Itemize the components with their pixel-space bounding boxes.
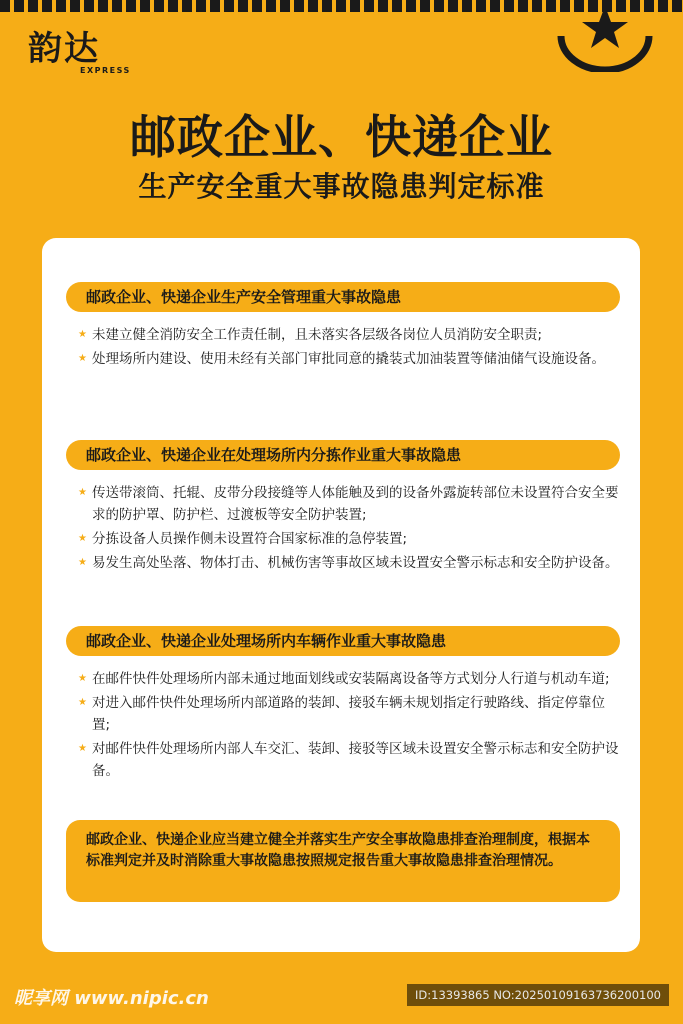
item-list	[66, 324, 620, 370]
poster-title	[0, 108, 683, 206]
star-icon: ★	[78, 673, 87, 684]
section-heading: 邮政企业、快递企业在处理场所内分拣作业重大事故隐患	[66, 440, 620, 470]
section-management	[66, 282, 620, 372]
brand-logo	[28, 30, 131, 75]
item-text: 未建立健全消防安全工作责任制，且未落实各层级各岗位人员消防安全职责;	[92, 327, 543, 343]
item-text: 易发生高处坠落、物体打击、机械伤害等事故区域未设置安全警示标志和安全防护设备。	[92, 555, 619, 571]
star-icon: ★	[78, 533, 87, 544]
star-icon: ★	[78, 557, 87, 568]
section-heading: 邮政企业、快递企业处理场所内车辆作业重大事故隐患	[66, 626, 620, 656]
summary-note: 邮政企业、快递企业应当建立健全并落实生产安全事故隐患排查治理制度，根据本标准判定并及时消除重大事故隐患按照规定报告重大事故隐患排查治理情况。	[66, 820, 620, 902]
list-item	[78, 482, 620, 526]
item-text: 对邮件快件处理场所内部人车交汇、装卸、接驳等区域未设置安全警示标志和安全防护设备。	[92, 741, 619, 779]
list-item	[78, 348, 620, 370]
list-item	[78, 528, 620, 550]
section-sorting	[66, 440, 620, 576]
item-list	[66, 668, 620, 782]
item-text: 传送带滚筒、托辊、皮带分段接缝等人体能触及到的设备外露旋转部位未设置符合安全要求的防护罩、防护栏、过渡板等安全防护装置;	[92, 485, 619, 523]
star-icon: ★	[78, 487, 87, 498]
star-icon: ★	[78, 353, 87, 364]
section-vehicles	[66, 626, 620, 784]
list-item	[78, 552, 620, 574]
watermark-text: 昵享网 www.nipic.cn	[14, 988, 209, 1009]
section-heading: 邮政企业、快递企业生产安全管理重大事故隐患	[66, 282, 620, 312]
item-text: 处理场所内建设、使用未经有关部门审批同意的撬装式加油装置等储油储气设施设备。	[92, 351, 605, 367]
star-icon: ★	[78, 697, 87, 708]
brand-name-cn: 韵达	[28, 29, 100, 69]
item-text: 在邮件快件处理场所内部未通过地面划线或安装隔离设备等方式划分人行道与机动车道;	[92, 671, 610, 687]
list-item	[78, 324, 620, 346]
star-emblem-icon	[555, 0, 655, 72]
item-text: 对进入邮件快件处理场所内部道路的装卸、接驳车辆未规划指定行驶路线、指定停靠位置;	[92, 695, 605, 733]
star-icon: ★	[78, 329, 87, 340]
list-item	[78, 738, 620, 782]
content-card	[42, 238, 640, 952]
list-item	[78, 668, 620, 690]
title-line-1: 邮政企业、快递企业	[130, 110, 553, 164]
title-line-2: 生产安全重大事故隐患判定标准	[138, 170, 545, 203]
list-item	[78, 692, 620, 736]
image-id-label: ID:13393865 NO:20250109163736200100	[407, 984, 669, 1006]
item-list	[66, 482, 620, 574]
item-text: 分拣设备人员操作侧未设置符合国家标准的急停装置;	[92, 531, 408, 547]
brand-name-en: EXPRESS	[80, 66, 131, 75]
star-icon: ★	[78, 743, 87, 754]
